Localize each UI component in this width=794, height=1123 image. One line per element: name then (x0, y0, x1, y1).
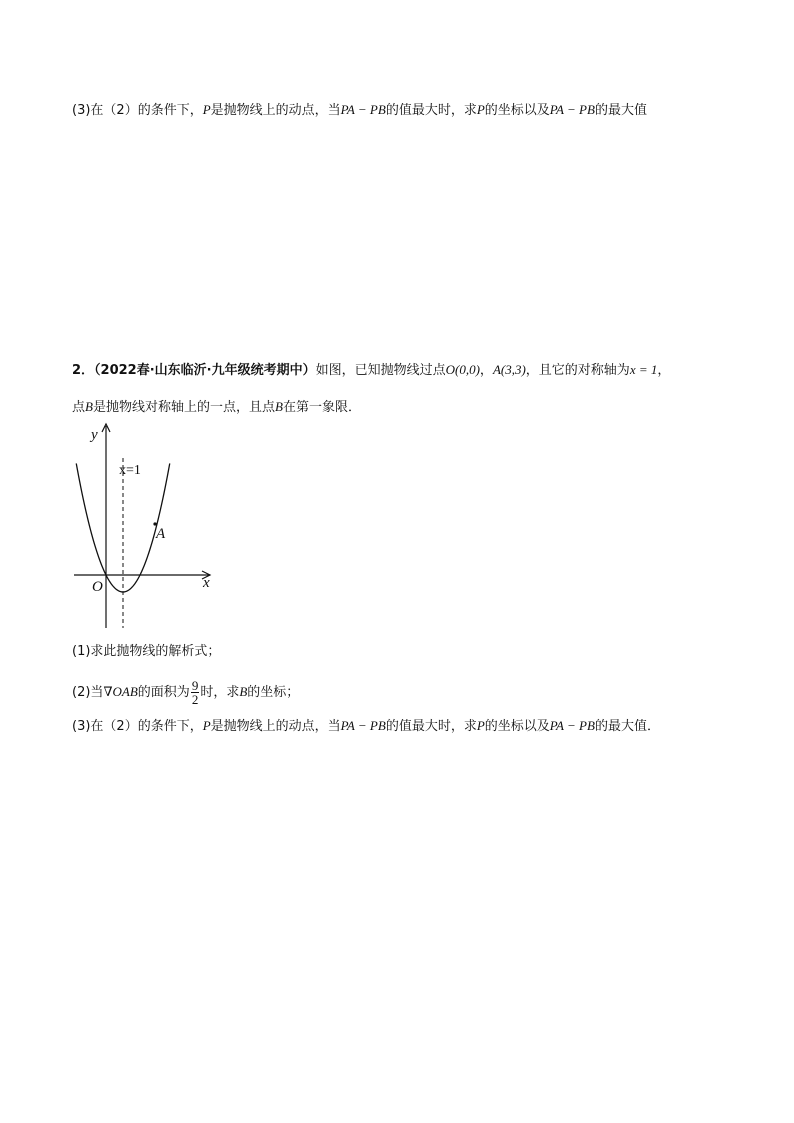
q2-stem-line1 (72, 360, 670, 381)
text: 点 (72, 400, 86, 415)
math-var: B (239, 684, 248, 699)
math-var: P (476, 718, 485, 733)
q2-stem-line2 (72, 397, 361, 418)
question-number: 2． (72, 363, 95, 378)
text: 求此抛物线的解析式； (90, 644, 221, 659)
math-var: P (476, 102, 485, 117)
math-var: B (85, 399, 93, 414)
text: ，且它的对称轴为 (525, 363, 630, 378)
math-expr: PA − PB (340, 102, 386, 117)
q2-part3 (72, 716, 660, 737)
text: 是抛物线上的动点，当 (210, 103, 341, 118)
text: 的最大值 (594, 103, 647, 118)
text: 在第一象限． (282, 400, 361, 415)
text: 的最大值． (594, 719, 660, 734)
point-a: A(3,3) (492, 362, 526, 377)
text: 时，求 (200, 685, 240, 700)
text: 的坐标； (247, 685, 300, 700)
triangle-oab: ∇OAB (103, 684, 138, 699)
text: 的面积为 (137, 685, 190, 700)
fraction-numerator: 9 (191, 678, 199, 693)
text: 的值最大时，求 (385, 103, 477, 118)
math-expr: PA − PB (549, 102, 595, 117)
text: 的值最大时，求 (385, 719, 477, 734)
parabola-figure (70, 420, 220, 630)
symmetry-axis-label: x=1 (119, 463, 141, 478)
text: ， (657, 363, 671, 378)
point-a-label: A (156, 526, 166, 542)
math-var: P (202, 718, 211, 733)
text: 在（2）的条件下， (90, 103, 203, 118)
y-axis-label: y (91, 427, 98, 443)
math-expr: PA − PB (340, 718, 386, 733)
q1-part3-line (72, 100, 647, 121)
part-number: (3) (72, 103, 91, 118)
text: 如图，已知抛物线过点 (315, 363, 446, 378)
text: 当 (90, 685, 104, 700)
fraction-denominator: 2 (191, 692, 199, 707)
question-source: （2022春·山东临沂·九年级统考期中） (94, 363, 316, 378)
part-number: (2) (72, 685, 91, 700)
math-var: P (202, 102, 211, 117)
x-axis-label: x (203, 575, 210, 591)
text: 是抛物线上的动点，当 (210, 719, 341, 734)
part-number: (3) (72, 719, 91, 734)
math-var: B (274, 399, 283, 414)
point-o: O(0,0) (445, 362, 480, 377)
q2-part2 (72, 678, 299, 707)
text: ， (479, 363, 493, 378)
text: 在（2）的条件下， (90, 719, 203, 734)
part-number: (1) (72, 644, 91, 659)
axis-equation: x = 1 (629, 362, 658, 377)
text: 的坐标以及 (484, 719, 550, 734)
origin-label: O (92, 579, 103, 595)
fraction (191, 679, 200, 706)
math-expr: PA − PB (549, 718, 595, 733)
text: 的坐标以及 (484, 103, 550, 118)
q2-part1 (72, 642, 220, 662)
text: 是抛物线对称轴上的一点，且点 (92, 400, 275, 415)
